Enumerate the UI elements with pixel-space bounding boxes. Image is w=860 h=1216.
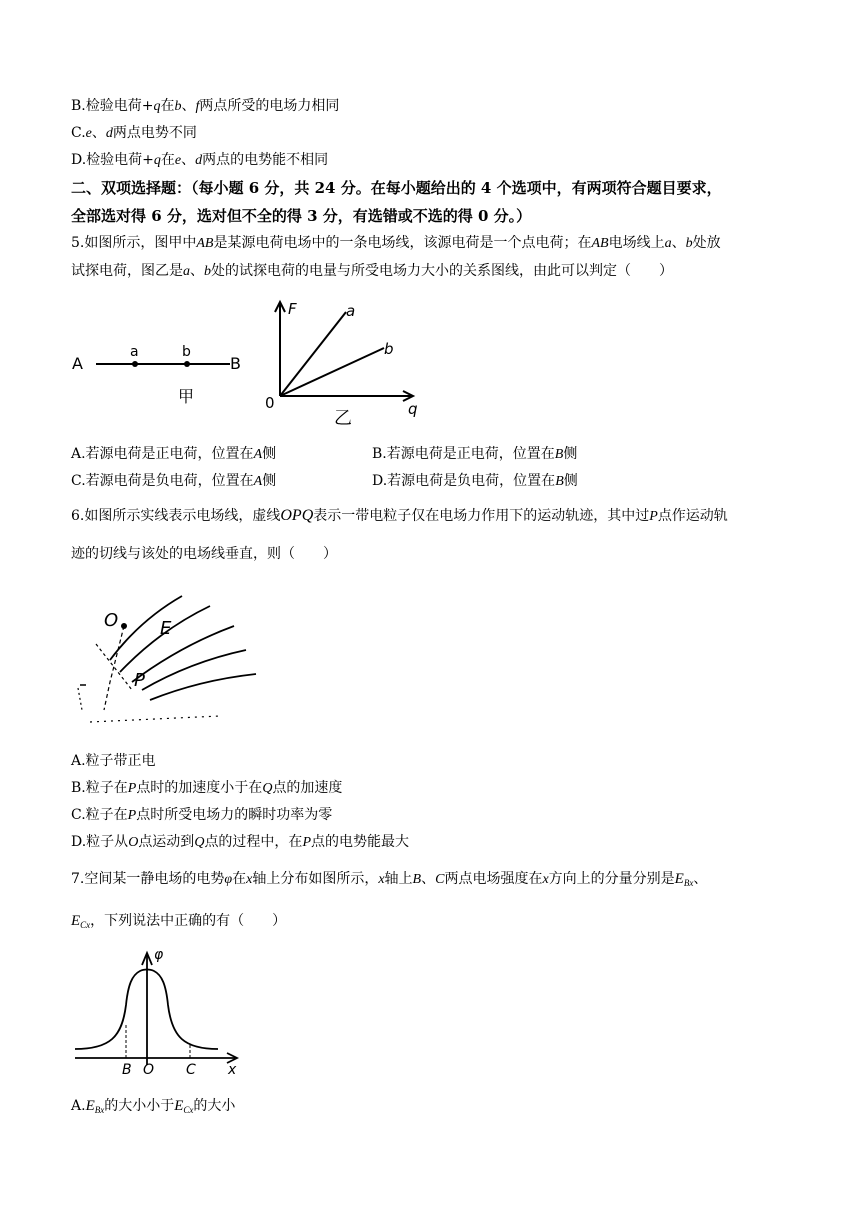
q4-option-d: D.检验电荷+q在e、d两点的电势能不相同: [71, 152, 329, 168]
bottom-dashed: [90, 716, 220, 722]
label-phi: φ: [154, 947, 164, 963]
q7-stem-line2: $E_{Cx}$，下列说法中正确的有（ ）: [71, 913, 287, 930]
label-yi: 乙: [334, 408, 352, 429]
q5-option-a: A.若源电荷是正电荷，位置在A侧: [71, 446, 277, 462]
label-C: C: [186, 1062, 196, 1078]
q6-option-c: C.粒子在P点时所受电场力的瞬时功率为零: [71, 807, 333, 823]
q5-option-d: D.若源电荷是负电荷，位置在B侧: [372, 473, 578, 489]
q6-figure: [70, 590, 260, 734]
field-line-4: [142, 650, 246, 690]
label-B: B: [122, 1062, 132, 1078]
label-A: A: [72, 354, 83, 373]
q6-stem-line2: 迹的切线与该处的电场线垂直，则（ ）: [71, 546, 337, 562]
q5-stem-line2: 试探电荷，图乙是a、b处的试探电荷的电量与所受电场力大小的关系图线，由此可以判定（ ）: [71, 263, 673, 279]
point-a: [132, 361, 138, 367]
label-origin: 0: [265, 394, 275, 412]
q5-figure-yi: [256, 296, 431, 435]
field-line-3: [132, 626, 234, 682]
line-a: [280, 312, 346, 396]
label-B: B: [230, 354, 241, 373]
q7-stem-line1: 7.空间某一静电场的电势φ在x轴上分布如图所示，x轴上B、C两点电场强度在x方向上的分量分别是$E_{Bx}$、: [71, 871, 708, 888]
label-a: a: [130, 344, 139, 360]
label-F: F: [288, 300, 297, 318]
trajectory-dashed: [104, 626, 124, 710]
line-b: [280, 348, 384, 396]
q4-option-b: B.检验电荷+q在b、f两点所受的电场力相同: [71, 98, 340, 114]
q6-stem-line1: 6.如图所示实线表示电场线，虚线OPQ表示一带电粒子仅在电场力作用下的运动轨迹，其中过P点作运动轨: [71, 507, 728, 524]
label-b: b: [182, 344, 191, 360]
q7-option-a: $A.E_{Bx}$的大小小于$E_{Cx}$的大小: [71, 1098, 236, 1115]
point-O: [121, 623, 127, 629]
label-line-a: a: [346, 302, 356, 320]
label-O: O: [143, 1062, 155, 1078]
label-E: E: [160, 618, 172, 639]
label-P: P: [134, 670, 145, 691]
q6-option-a: A.粒子带正电: [71, 753, 156, 769]
q5-option-c: C.若源电荷是负电荷，位置在A侧: [71, 473, 277, 489]
label-jia: 甲: [178, 387, 195, 406]
q6-option-b: B.粒子在P点时的加速度小于在Q点的加速度: [71, 780, 343, 796]
label-O: O: [104, 610, 119, 631]
q7-figure: [70, 945, 245, 1084]
field-line-2: [120, 606, 210, 672]
q5-figure-jia: [70, 330, 250, 414]
q5-stem-line1: 5.如图所示，图甲中AB是某源电荷电场中的一条电场线，该源电荷是一个点电荷；在AB电场线上a、b处放: [71, 235, 721, 251]
section2-title-line2: 全部选对得 6 分，选对但不全的得 3 分，有选错或不选的得 0 分。）: [71, 207, 532, 225]
q5-option-b: B.若源电荷是正电荷，位置在B侧: [372, 446, 578, 462]
q6-option-d: D.粒子从O点运动到Q点的过程中，在P点的电势能最大: [71, 834, 409, 850]
left-dashed: [78, 688, 82, 710]
label-x: x: [228, 1062, 237, 1078]
point-b: [184, 361, 190, 367]
section2-title-line1: 二、双项选择题：（每小题 6 分，共 24 分。在每小题给出的 4 个选项中，有两项符合题目要求，: [71, 179, 722, 197]
label-line-b: b: [384, 340, 394, 358]
q4-option-c: C.e、d两点电势不同: [71, 125, 197, 141]
label-q: q: [408, 400, 418, 418]
